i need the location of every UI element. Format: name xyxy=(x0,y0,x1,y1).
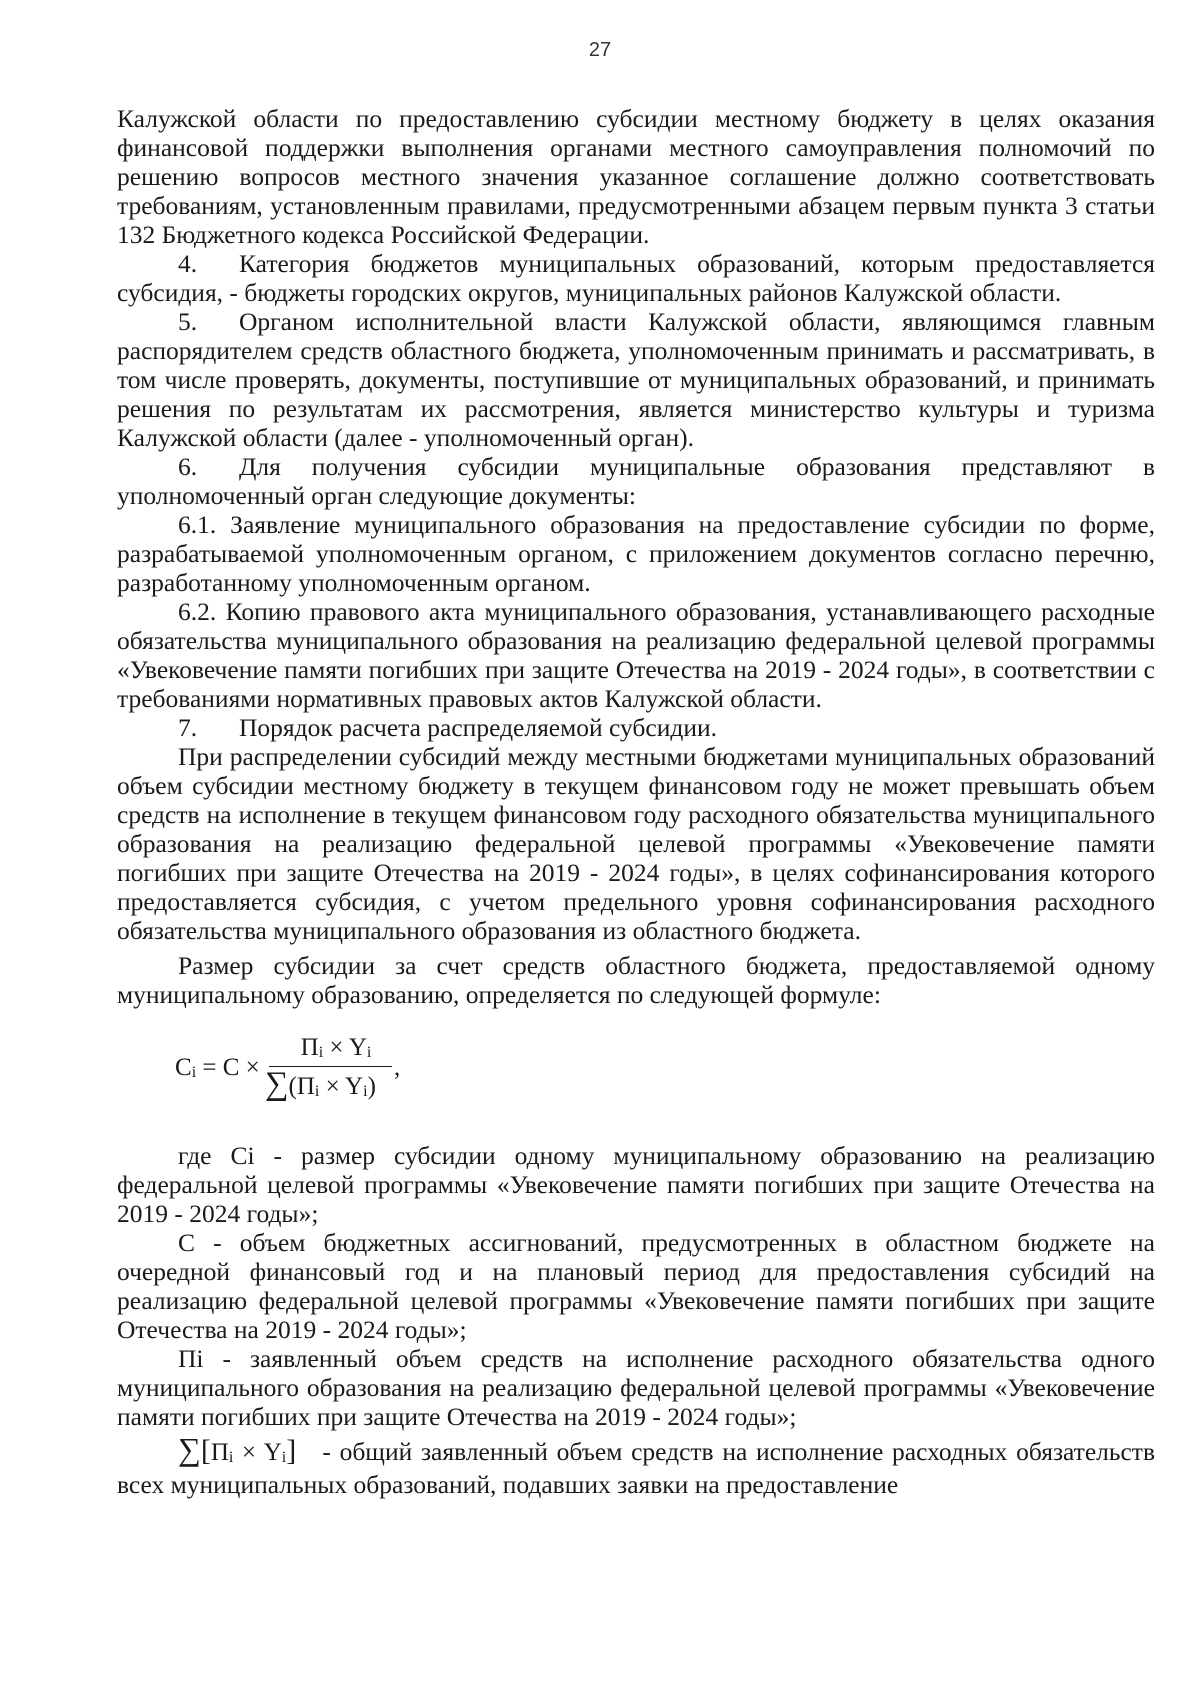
paragraph-item-5 xyxy=(117,307,1155,452)
formula-symbol: C xyxy=(175,1054,192,1081)
paragraph-item-6-2: 6.2. Копию правового акта муниципального образования, устанавливающего расходные обязательства муниципального образования на реализацию федеральной целевой программы «Увековечение памяти погибших при защите Отечества на 2019 - 2024 годы», в соответствии с требованиями нормативных правовых актов Калужской области. xyxy=(117,597,1155,713)
formula-symbol: [ xyxy=(200,1434,211,1467)
document-body xyxy=(117,104,1155,1499)
item-text: Органом исполнительной власти Калужской области, являющимся главным распорядителем средств областного бюджета, уполномоченным принимать и рассматривать, в том числе проверять, документы, поступившие от муниципальных образований, и принимать решения по результатам их рассмотрения, является министерство культуры и туризма Калужской области (далее - уполномоченный орган). xyxy=(117,307,1155,452)
sum-sign: ∑ xyxy=(265,1066,289,1102)
formula-symbol: ) xyxy=(367,1073,376,1100)
formula-comma: , xyxy=(394,1054,401,1081)
page-number: 27 xyxy=(588,39,612,61)
formula-subscript: i xyxy=(191,1064,197,1081)
paragraph-def-sum xyxy=(117,1431,1155,1499)
paragraph-distribution: При распределении субсидий между местными бюджетами муниципальных образований объем субсидии местному бюджету в текущем финансовом году не может превышать объем средств на исполнение в текущем финансовом году расходного обязательства муниципального образования на реализацию федеральной целевой программы «Увековечение памяти погибших при защите Отечества на 2019 - 2024 годы», в целях софинансирования которого предоставляется субсидия, с учетом предельного уровня софинансирования расходного обязательства муниципального образования из областного бюджета. xyxy=(117,742,1155,945)
item-text: - общий заявленный объем средств на исполнение расходных обязательств всех муниципальных образований, подавших заявки на предоставление xyxy=(117,1437,1155,1499)
formula-symbol: × Y xyxy=(233,1439,282,1466)
subsidy-formula xyxy=(117,1009,1155,1141)
paragraph-continuation: Калужской области по предоставлению субсидии местному бюджету в целях оказания финансовой поддержки выполнения органами местного самоуправления полномочий по решению вопросов местного значения указанное соглашение должно соответствовать требованиям, установленным правилами, предусмотренными абзацем первым пункта 3 статьи 132 Бюджетного кодекса Российской Федерации. xyxy=(117,104,1155,249)
formula-subscript: i xyxy=(318,1044,324,1061)
item-number: 5. xyxy=(178,307,198,336)
item-text: Порядок расчета распределяемой субсидии. xyxy=(239,713,718,742)
formula-symbol: = C × xyxy=(196,1054,260,1081)
formula-numerator xyxy=(277,1033,395,1065)
item-text: Для получения субсидии муниципальные образования представляют в уполномоченный орган следующие документы: xyxy=(117,452,1155,510)
formula-symbol: × Y xyxy=(323,1034,367,1061)
paragraph-formula-intro: Размер субсидии за счет средств областного бюджета, предоставляемой одному муниципальному образованию, определяется по следующей формуле: xyxy=(117,951,1155,1009)
item-text: Категория бюджетов муниципальных образований, которым предоставляется субсидия, - бюджеты городских округов, муниципальных районов Калужской области. xyxy=(117,249,1155,307)
paragraph-def-pi: Пi - заявленный объем средств на исполнение расходного обязательства одного муниципального образования на реализацию федеральной целевой программы «Увековечение памяти погибших при защите Отечества на 2019 - 2024 годы»; xyxy=(117,1344,1155,1431)
paragraph-item-6 xyxy=(117,452,1155,510)
formula-denominator xyxy=(265,1066,376,1104)
formula-lhs xyxy=(175,1053,260,1085)
paragraph-def-c: С - объем бюджетных ассигнований, предусмотренных в областном бюджете на очередной финансовый год и на плановый период для предоставления субсидий на реализацию федеральной целевой программы «Увековечение памяти погибших при защите Отечества на 2019 - 2024 годы»; xyxy=(117,1228,1155,1344)
paragraph-item-4 xyxy=(117,249,1155,307)
formula-symbol: (П xyxy=(288,1073,315,1100)
paragraph-item-6-1: 6.1. Заявление муниципального образования на предоставление субсидии по форме, разрабатываемой уполномоченным органом, с приложением документов согласно перечню, разработанному уполномоченным органом. xyxy=(117,510,1155,597)
formula-subscript: i xyxy=(314,1083,320,1100)
item-number: 6. xyxy=(178,452,198,481)
paragraph-item-7 xyxy=(117,713,1155,742)
formula-subscript: i xyxy=(281,1449,287,1466)
formula-subscript: i xyxy=(363,1083,368,1100)
formula-symbol: × Y xyxy=(319,1073,364,1100)
sum-sign: ∑ xyxy=(178,1431,201,1467)
formula-symbol: ] xyxy=(286,1434,297,1467)
formula-symbol: П xyxy=(300,1034,319,1061)
formula-subscript: i xyxy=(228,1449,234,1466)
formula-subscript: i xyxy=(366,1044,372,1061)
item-number: 7. xyxy=(178,713,198,742)
formula-symbol: П xyxy=(210,1439,229,1466)
item-number: 4. xyxy=(178,249,198,278)
paragraph-def-ci: где Ci - размер субсидии одному муниципальному образованию на реализацию федеральной целевой программы «Увековечение памяти погибших при защите Отечества на 2019 - 2024 годы»; xyxy=(117,1141,1155,1228)
inline-sum-expression xyxy=(178,1431,297,1467)
